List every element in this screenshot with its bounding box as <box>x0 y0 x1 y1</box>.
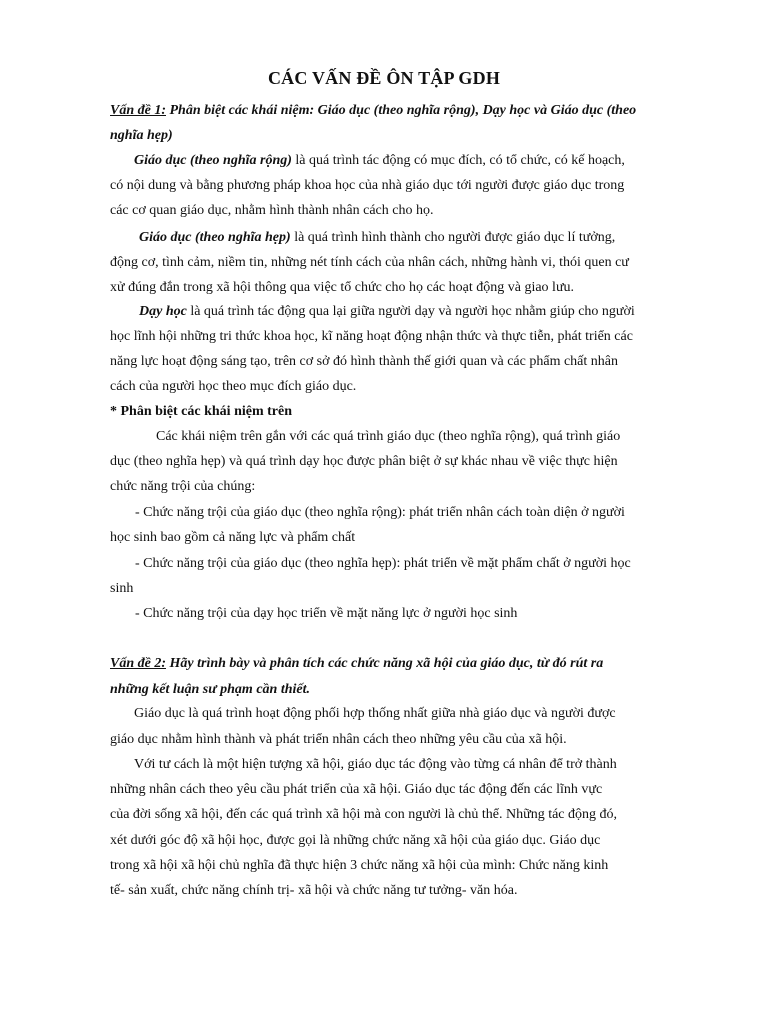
term-giao-duc-rong: Giáo dục (theo nghĩa rộng) <box>134 153 292 168</box>
paragraph-line: các cơ quan giáo dục, nhằm hình thành nhân cách cho họ. <box>110 203 434 218</box>
issue-2-heading: Vấn đề 2: Hãy trình bày và phân tích các chức năng xã hội của giáo dục, từ đó rút ra <box>110 656 604 671</box>
issue-1-label: Vấn đề 1: <box>110 103 166 118</box>
sub-heading: * Phân biệt các khái niệm trên <box>110 404 292 419</box>
paragraph-line: của đời sống xã hội, đến các quá trình xã hội mà con người là chủ thể. Những tác động đó, <box>110 807 618 822</box>
paragraph-line: Các khái niệm trên gắn với các quá trình giáo dục (theo nghĩa rộng), quá trình giáo <box>156 429 621 444</box>
bullet-item: - Chức năng trội của giáo dục (theo nghĩa hẹp): phát triển về mặt phẩm chất ở người học <box>135 556 631 571</box>
paragraph-line: động cơ, tình cảm, niềm tin, những nét tính cách của nhân cách, những hành vi, thói quen cư <box>110 255 629 270</box>
paragraph-line: trong xã hội xã hội chủ nghĩa đã thực hiện 3 chức năng xã hội của mình: Chức năng kinh <box>110 858 609 873</box>
paragraph-line: Giáo dục là quá trình hoạt động phối hợp thống nhất giữa nhà giáo dục và người được <box>134 706 616 721</box>
bullet-item: - Chức năng trội của giáo dục (theo nghĩa rộng): phát triển nhân cách toàn diện ở người <box>135 505 625 520</box>
paragraph-line: Dạy học là quá trình tác động qua lại giữa người dạy và người học nhằm giúp cho người <box>139 304 635 319</box>
paragraph-line: xét dưới góc độ xã hội học, được gọi là những chức năng xã hội của giáo dục. Giáo dục <box>110 833 601 848</box>
issue-2-label: Vấn đề 2: <box>110 656 166 671</box>
paragraph-line: năng lực hoạt động sáng tạo, trên cơ sở đó hình thành thế giới quan và các phẩm chất nhân <box>110 354 618 369</box>
paragraph-line: có nội dung và bằng phương pháp khoa học của nhà giáo dục tới người được giáo dục trong <box>110 178 625 193</box>
paragraph-line: xử đúng đắn trong xã hội thông qua việc tổ chức cho họ các hoạt động và giao lưu. <box>110 280 575 295</box>
term-giao-duc-hep: Giáo dục (theo nghĩa hẹp) <box>139 230 291 245</box>
paragraph-line: chức năng trội của chúng: <box>110 479 256 494</box>
issue-2-heading-cont: những kết luận sư phạm cần thiết. <box>110 682 310 697</box>
paragraph-line: học lĩnh hội những tri thức khoa học, kĩ năng hoạt động nhận thức và thực tiễn, phát triển các <box>110 329 633 344</box>
bullet-item: - Chức năng trội của dạy học triển về mặt năng lực ở người học sinh <box>135 606 518 621</box>
term-day-hoc: Dạy học <box>139 304 187 319</box>
paragraph-line: những nhân cách theo yêu cầu phát triển của xã hội. Giáo dục tác động đến các lĩnh vực <box>110 782 603 797</box>
paragraph-line: Giáo dục (theo nghĩa hẹp) là quá trình hình thành cho người được giáo dục lí tưởng, <box>139 230 616 245</box>
page-title: CÁC VẤN ĐỀ ÔN TẬP GDH <box>267 68 501 88</box>
paragraph-line: cách của người học theo mục đích giáo dục. <box>110 379 357 394</box>
paragraph-line: giáo dục nhằm hình thành và phát triển nhân cách theo những yêu cầu của xã hội. <box>110 732 567 747</box>
issue-1-heading: Vấn đề 1: Phân biệt các khái niệm: Giáo dục (theo nghĩa rộng), Dạy học và Giáo dục (theo <box>110 103 637 118</box>
paragraph-line: tế- sản xuất, chức năng chính trị- xã hội và chức năng tư tưởng- văn hóa. <box>110 883 518 898</box>
bullet-item-cont: sinh <box>110 581 134 596</box>
bullet-item-cont: học sinh bao gồm cả năng lực và phẩm chất <box>110 530 356 545</box>
paragraph-line: dục (theo nghĩa hẹp) và quá trình dạy học được phân biệt ở sự khác nhau về việc thực hiện <box>110 454 618 469</box>
paragraph-line: Với tư cách là một hiện tượng xã hội, giáo dục tác động vào từng cá nhân để trở thành <box>134 757 617 772</box>
paragraph-line: Giáo dục (theo nghĩa rộng) là quá trình tác động có mục đích, có tổ chức, có kế hoạch, <box>134 153 625 168</box>
issue-1-heading-cont: nghĩa hẹp) <box>110 128 173 143</box>
